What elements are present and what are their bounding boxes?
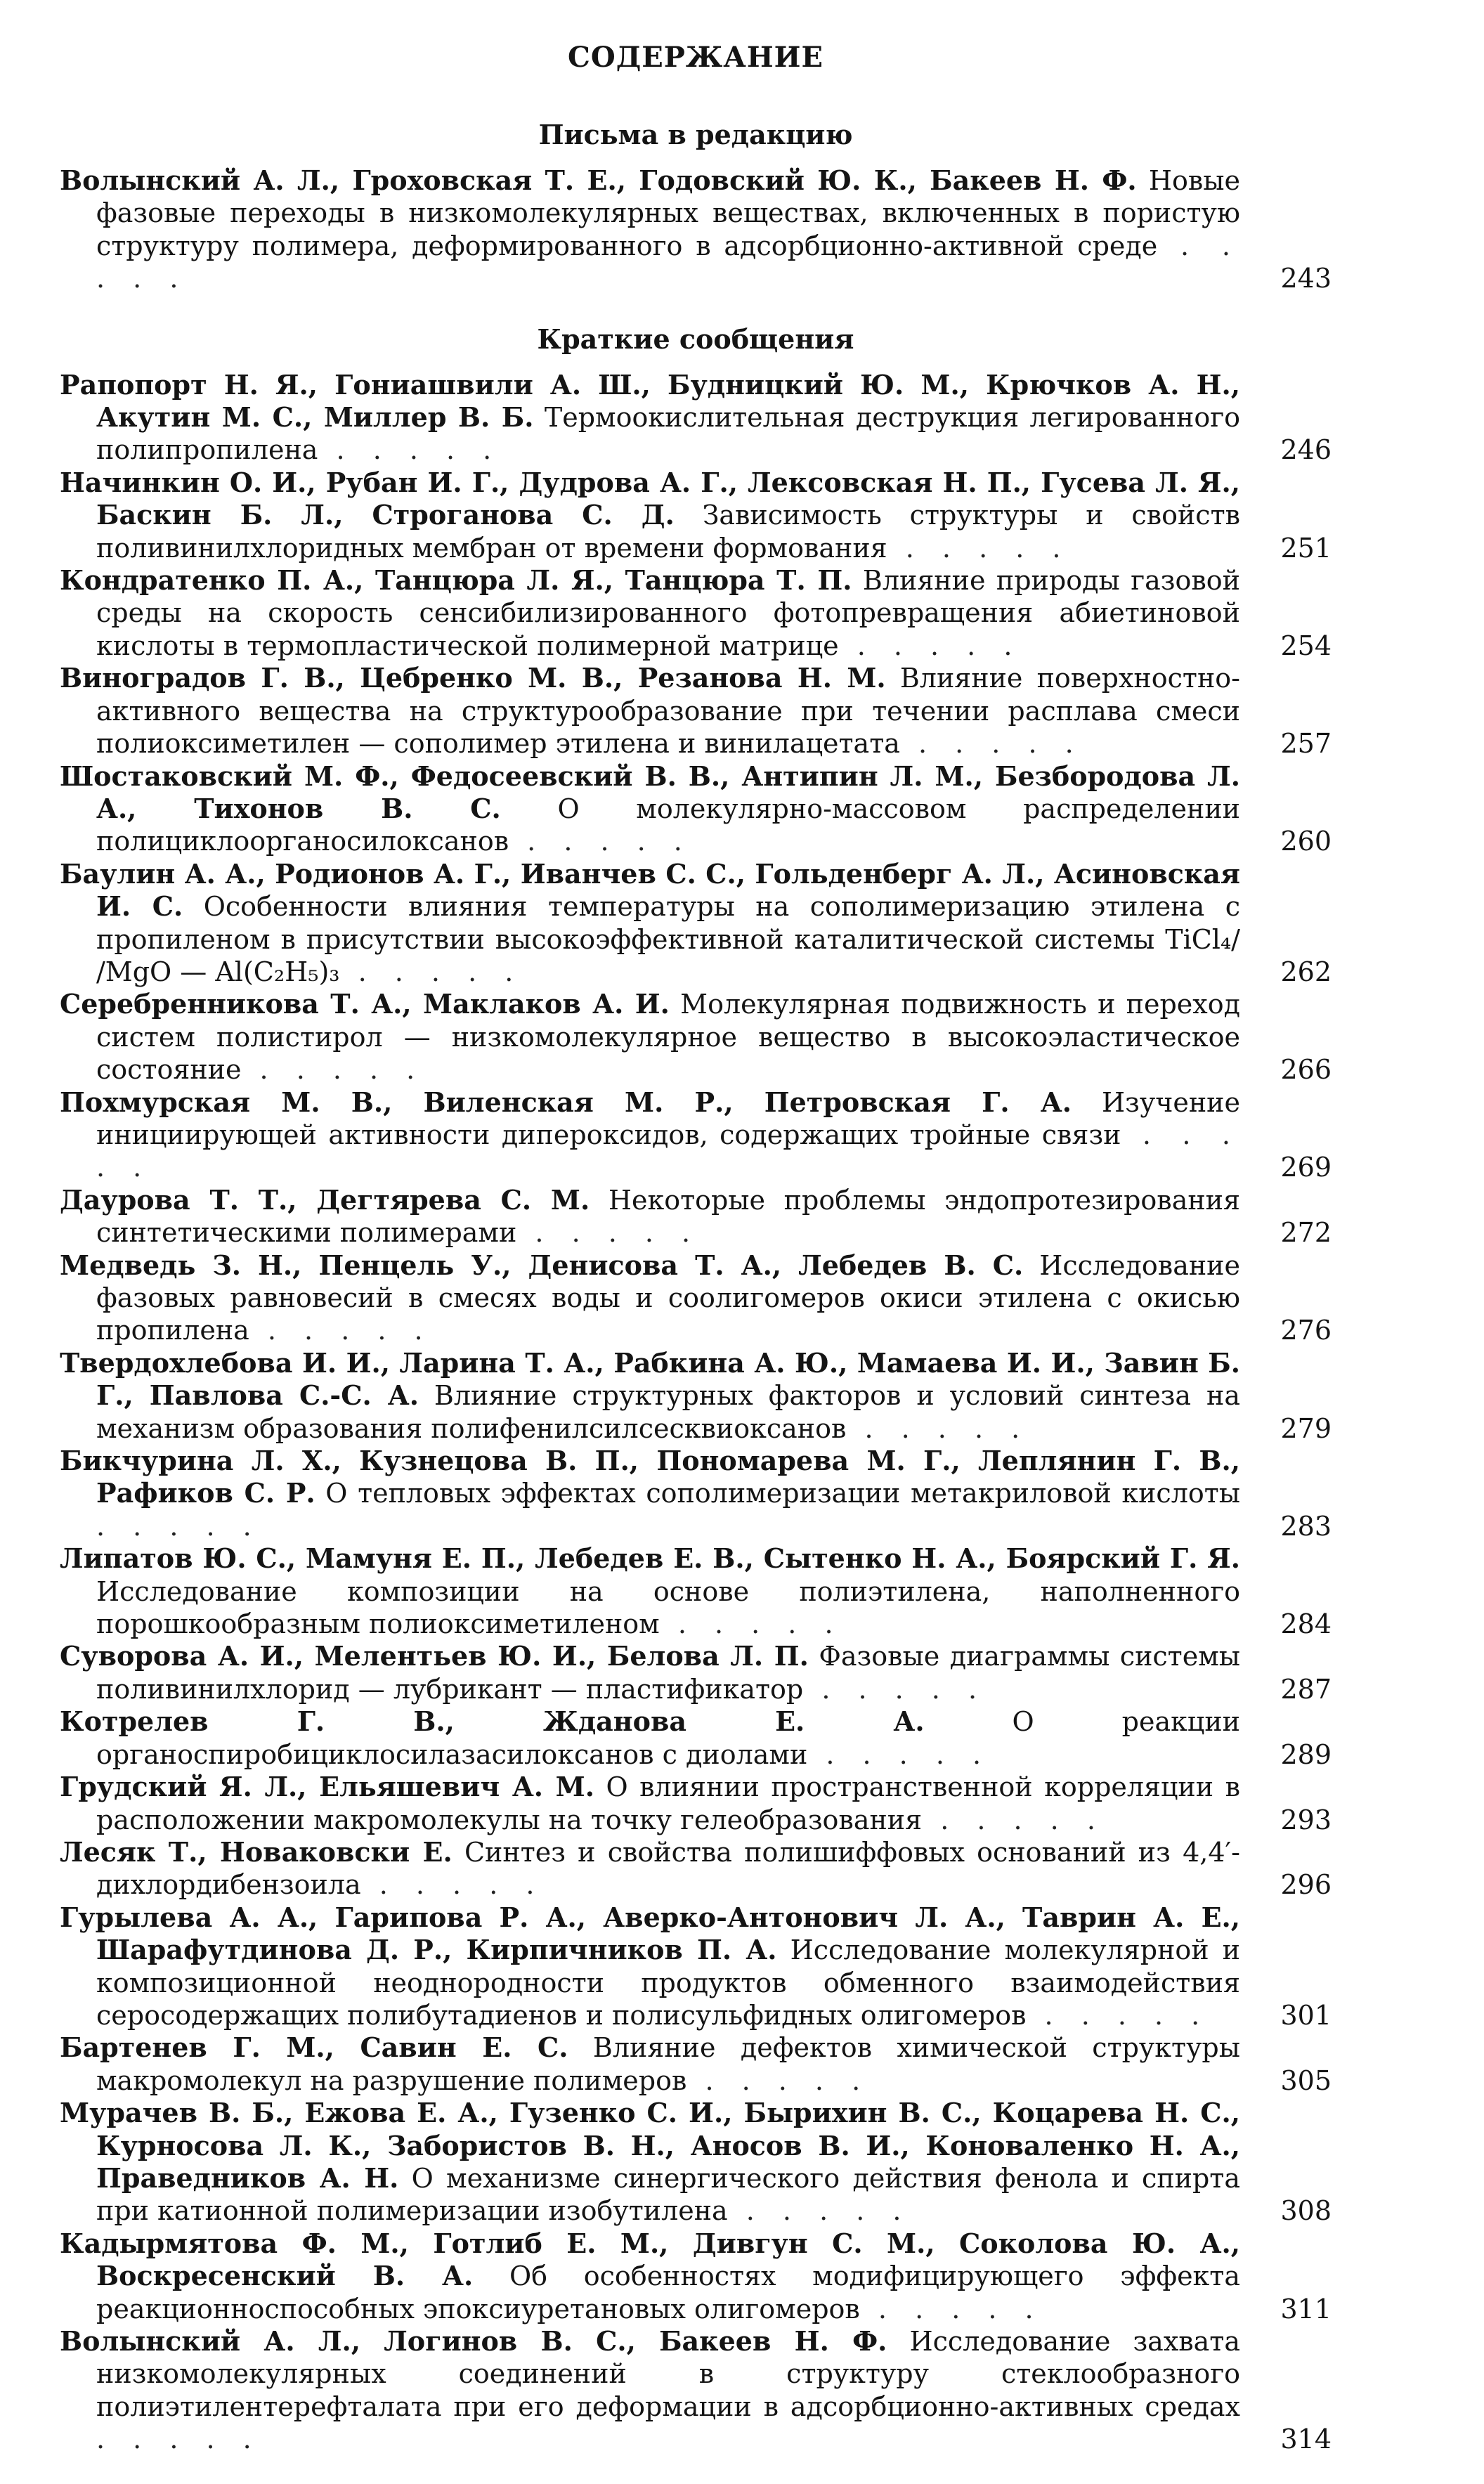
entry-title: Влияние дефектов химической структуры макромолекул на разрушение полимеров: [96, 2032, 1240, 2096]
entry-authors: Похмурская М. В., Виленская М. Р., Петровская Г. А.: [60, 1086, 1072, 1118]
entry-title: О механизме синергического действия фенола и спирта при катионной полимеризации изобутилена: [96, 2162, 1240, 2227]
entry-authors: Кадырмятова Ф. М., Готлиб Е. М., Дивгун С. М., Соколова Ю. А., Воскресенский В. А.: [60, 2227, 1240, 2292]
toc-page: [60, 41, 1332, 2484]
entry-page-number: 314: [1280, 2424, 1332, 2455]
entry-authors: Серебренникова Т. А., Маклаков А. И.: [60, 988, 670, 1020]
entry-page-number: 254: [1280, 630, 1332, 661]
entry-authors: Липатов Ю. С., Мамуня Е. П., Лебедев Е. В., Сытенко Н. А., Боярский Г. Я.: [60, 1542, 1240, 1575]
toc-entry: [60, 1836, 1332, 1901]
dot-leader: . . . . .: [686, 2064, 871, 2096]
entry-authors: Лесяк Т., Новаковски Е.: [60, 1835, 453, 1868]
toc-entry: [60, 1901, 1332, 2032]
toc-entry: [60, 1542, 1332, 1640]
dot-leader: . . . . .: [516, 1217, 701, 1249]
entry-authors: Начинкин О. И., Рубан И. Г., Дудрова А. Г., Лексовская Н. П., Гусева Л. Я., Баскин Б. Л., Строганова С. Д.: [60, 466, 1240, 531]
entry-page-number: 296: [1280, 1869, 1332, 1901]
entry-title: О молекулярно-массовом распределении полициклоорганосилоксанов: [96, 793, 1240, 857]
entry-title: Некоторые проблемы эндопротезирования синтетическими полимерами: [96, 1184, 1240, 1249]
toc-entry: [60, 760, 1332, 858]
toc-entry: [60, 2228, 1332, 2325]
entry-page-number: 289: [1280, 1738, 1332, 1770]
entry-page-number: 260: [1280, 826, 1332, 857]
entry-page-number: 308: [1280, 2195, 1332, 2227]
entry-page-number: 279: [1280, 1412, 1332, 1444]
entry-authors: Бикчурина Л. Х., Кузнецова В. П., Пономарева М. Г., Леплянин Г. В., Рафиков С. Р.: [60, 1445, 1240, 1509]
entry-title: Зависимость структуры и свойств поливинилхлоридных мембран от времени формования: [96, 500, 1240, 564]
entry-authors: Виноградов Г. В., Цебренко М. В., Резанова Н. М.: [60, 662, 886, 694]
dot-leader: . . . . .: [96, 230, 1240, 294]
entry-authors: Бартенев Г. М., Савин Е. С.: [60, 2031, 568, 2064]
entry-page-number: 284: [1280, 1608, 1332, 1640]
entry-title: Исследование фазовых равновесий в смесях воды и соолигомеров окиси этилена с окисью пропилена: [96, 1249, 1240, 1346]
entry-title: Об особенностях модифицирующего эффекта реакционноспособных эпоксиуретановых олигомеров: [96, 2261, 1240, 2324]
entry-title: Фазовые диаграммы системы поливинилхлорид — лубрикант — пластификатор: [96, 1641, 1240, 1705]
dot-leader: . . . . .: [887, 532, 1071, 564]
toc-entry: [60, 369, 1332, 467]
toc-entry: [60, 1184, 1332, 1249]
toc-entry: [60, 1249, 1332, 1347]
entry-title: Особенности влияния температуры на сополимеризацию этилена с пропиленом в присутствии высокоэффективной каталитической системы TiCl₄/ /MgO — Al(C₂H₅)₃: [96, 891, 1240, 987]
entry-authors: Мурачев В. Б., Ежова Е. А., Гузенко С. И., Бырихин В. С., Коцарева Н. С., Курносова Л. К., Забористов В. Н., Аносов В. И., Коноваленко Н. А., Праведников А. Н.: [60, 2097, 1240, 2194]
entry-authors: Медведь З. Н., Пенцель У., Денисова Т. А., Лебедев В. С.: [60, 1249, 1024, 1281]
entry-authors: Кондратенко П. А., Танцюра Л. Я., Танцюра Т. П.: [60, 564, 852, 597]
dot-leader: . . . . .: [509, 826, 692, 857]
toc-sections: [60, 119, 1332, 2456]
dot-leader: . . . . .: [241, 1054, 425, 1086]
entry-page-number: 311: [1280, 2293, 1332, 2324]
entry-page-number: 301: [1280, 1999, 1332, 2031]
entry-page-number: 243: [1280, 263, 1332, 294]
entry-title: Влияние природы газовой среды на скорость сенсибилизированного фотопревращения абиетиновой кислоты в термопластической полимерной матрице: [96, 565, 1240, 661]
entry-title: Молекулярная подвижность и переход систем полистирол — низкомолекулярное вещество в высокоэластическое состояние: [96, 989, 1240, 1086]
toc-entry: [60, 164, 1332, 295]
page-title: СОДЕРЖАНИЕ: [568, 41, 824, 74]
entry-title: Синтез и свойства полишиффовых оснований из 4,4′-дихлордибензоила: [96, 1836, 1240, 1901]
entry-page-number: 246: [1280, 434, 1332, 466]
toc-entry: [60, 988, 1332, 1086]
toc-entry: [60, 1445, 1332, 1542]
section-title: Краткие сообщения: [537, 323, 854, 355]
dot-leader: . . . . .: [899, 728, 1083, 760]
dot-leader: . . . . .: [360, 1869, 545, 1901]
entry-authors: Шостаковский М. Ф., Федосеевский В. В., Антипин Л. М., Безбородова Л. А., Тихонов В. С.: [60, 760, 1240, 824]
entry-title: Новые фазовые переходы в низкомолекулярных веществах, включенных в пористую структуру полимера, деформированного в адсорбционно-активной среде: [96, 165, 1240, 261]
entry-authors: Даурова Т. Т., Дегтярева С. М.: [60, 1183, 590, 1216]
entry-authors: Твердохлебова И. И., Ларина Т. А., Рабкина А. Ю., Мамаева И. И., Завин Б. Г., Павлова С.-С. А.: [60, 1346, 1240, 1412]
dot-leader: . . . . .: [339, 956, 523, 987]
entry-page-number: 266: [1280, 1054, 1332, 1086]
entry-title: Исследование молекулярной и композиционной неоднородности продуктов обменного взаимодействия серосодержащих полибутадиенов и полисульфидных олигомеров: [96, 1934, 1240, 2031]
entry-title: Влияние поверхностно-активного вещества на структурообразование при течении расплава смеси полиоксиметилен — сополимер этилена и винилацетата: [96, 663, 1240, 760]
toc-entry: [60, 1771, 1332, 1836]
entry-authors: Суворова А. И., Мелентьев Ю. И., Белова Л. П.: [60, 1640, 809, 1672]
dot-leader: . . . . .: [922, 1804, 1105, 1835]
dot-leader: . . . . .: [318, 434, 502, 466]
toc-entry: [60, 2031, 1332, 2097]
toc-entry: [60, 564, 1332, 662]
toc-section: [60, 323, 1332, 2456]
entry-authors: Волынский А. Л., Логинов В. С., Бакеев Н. Ф.: [60, 2325, 887, 2357]
entry-authors: Волынский А. Л., Гроховская Т. Е., Годовский Ю. К., Бакеев Н. Ф.: [60, 164, 1137, 196]
toc-entry: [60, 1347, 1332, 1445]
entry-page-number: 272: [1280, 1217, 1332, 1249]
toc-entry: [60, 1640, 1332, 1705]
toc-entry: [60, 467, 1332, 564]
dot-leader: . . . . .: [838, 630, 1022, 661]
entry-title: Исследование захвата низкомолекулярных соединений в структуру стеклообразного полиэтилентерефталата при его деформации в адсорбционно-активных средах: [96, 2326, 1240, 2422]
dot-leader: . . . . .: [803, 1673, 987, 1705]
entry-title: О влиянии пространственной корреляции в расположении макромолекулы на точку гелеобразования: [96, 1771, 1240, 1835]
dot-leader: . . . . .: [659, 1608, 843, 1640]
toc-section: [60, 119, 1332, 295]
entry-page-number: 283: [1280, 1510, 1332, 1542]
entry-authors: Рапопорт Н. Я., Гониашвили А. Ш., Будницкий Ю. М., Крючков А. Н., Акутин М. С., Миллер В. Б.: [60, 368, 1240, 434]
entry-page-number: 262: [1280, 956, 1332, 987]
entry-page-number: 269: [1280, 1152, 1332, 1183]
entry-page-number: 276: [1280, 1315, 1332, 1346]
entry-authors: Гурылева А. А., Гарипова Р. А., Аверко-Антонович Л. А., Таврин А. Е., Шарафутдинова Д. Р., Кирпичников П. А.: [60, 1901, 1240, 1966]
toc-entry: [60, 1086, 1332, 1184]
toc-entry: [60, 858, 1332, 989]
entry-authors: Котрелев Г. В., Жданова Е. А.: [60, 1705, 925, 1738]
entry-title: Изучение инициирующей активности дипероксидов, содержащих тройные связи: [96, 1086, 1240, 1150]
dot-leader: . . . . .: [859, 2293, 1043, 2324]
dot-leader: . . . . .: [727, 2195, 911, 2227]
dot-leader: . . . . .: [96, 2424, 261, 2455]
entry-title: О тепловых эффектах сополимеризации метакриловой кислоты: [325, 1478, 1240, 1509]
dot-leader: . . . . .: [96, 1119, 1240, 1183]
entry-title: Влияние структурных факторов и условий синтеза на механизм образования полифенилсилсесквиоксанов: [96, 1380, 1240, 1444]
entry-page-number: 293: [1280, 1804, 1332, 1835]
toc-entry: [60, 2325, 1332, 2456]
entry-title: Термоокислительная деструкция легированного полипропилена: [96, 402, 1240, 466]
entry-title: О реакции органоспиробициклосилазасилоксанов с диолами: [96, 1706, 1240, 1770]
dot-leader: . . . . .: [1026, 1999, 1210, 2031]
entry-authors: Грудский Я. Л., Ельяшевич А. М.: [60, 1771, 594, 1803]
entry-page-number: 257: [1280, 728, 1332, 760]
entry-page-number: 305: [1280, 2064, 1332, 2096]
dot-leader: . . . . .: [846, 1412, 1030, 1444]
entry-authors: Баулин А. А., Родионов А. Г., Иванчев С. С., Гольденберг А. Л., Асиновская И. С.: [60, 857, 1240, 923]
section-title: Письма в редакцию: [538, 119, 853, 150]
toc-entry: [60, 662, 1332, 760]
toc-entry: [60, 1705, 1332, 1771]
toc-entry: [60, 2097, 1332, 2228]
entry-page-number: 287: [1280, 1673, 1332, 1705]
entry-title: Исследование композиции на основе полиэтилена, наполненного порошкообразным полиоксиметиленом: [96, 1575, 1240, 1640]
dot-leader: . . . . .: [96, 1510, 261, 1542]
entry-page-number: 251: [1280, 532, 1332, 564]
dot-leader: . . . . .: [249, 1315, 433, 1346]
dot-leader: . . . . .: [807, 1738, 991, 1770]
